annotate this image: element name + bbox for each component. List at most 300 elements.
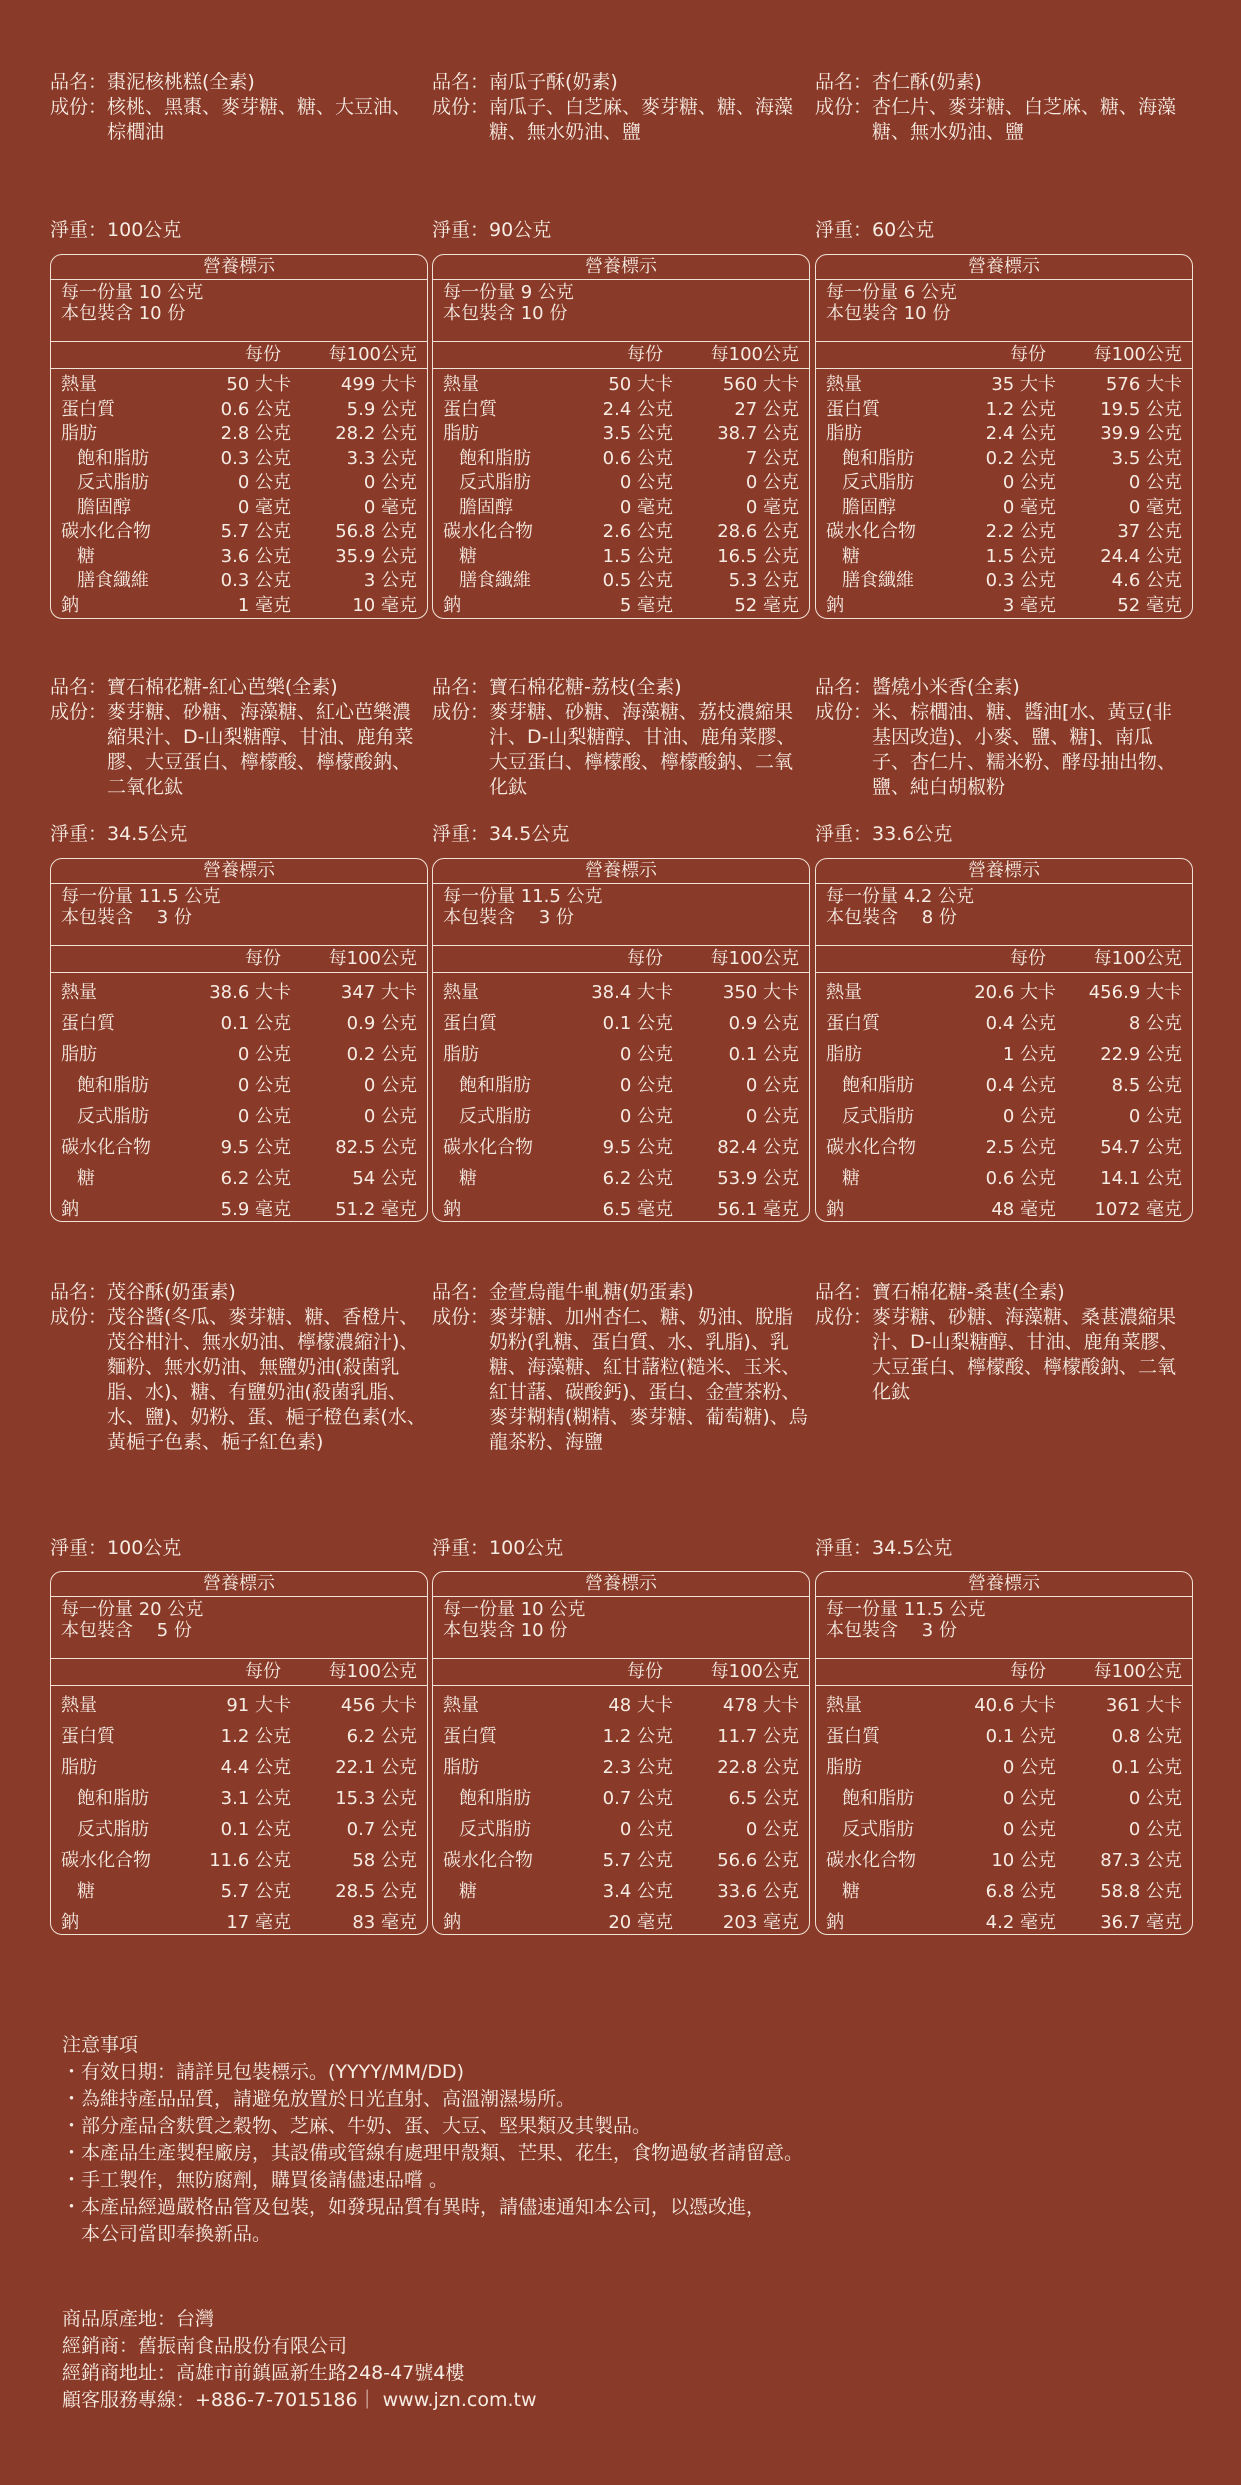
nutrient-per-100g: 350 大卡	[722, 982, 799, 1003]
nutrient-per-serving: 11.6 公克	[209, 1850, 291, 1871]
nutrient-name: 膳食纖維	[77, 570, 149, 591]
nutrient-name: 脂肪	[61, 423, 97, 444]
nutrition-facts-box	[50, 254, 428, 619]
nutrient-row	[443, 1845, 799, 1876]
nutrient-row	[826, 1070, 1182, 1101]
nutrient-row	[61, 1690, 417, 1721]
nutrient-per-100g: 0 公克	[745, 1819, 799, 1840]
ingredients-text: 麥芽糖、加州杏仁、糖、奶油、脫脂奶粉(乳糖、蛋白質、水、乳脂)、乳糖、海藻糖、紅甘藷粒(糙米、玉米、紅甘藷、碳酸鈣)、蛋白、金萱茶粉、麥芽糊精(糊精、麥芽糖、葡萄糖)、烏龍茶粉、海鹽	[489, 1306, 808, 1453]
nutrient-name: 熱量	[443, 374, 479, 395]
note-item: ・部分產品含麩質之穀物、芝麻、牛奶、蛋、大豆、堅果類及其製品。	[62, 2115, 652, 2137]
nutrient-per-serving: 10 公克	[991, 1850, 1056, 1871]
note-item: ・本產品生產製程廠房，其設備或管線有處理甲殼類、芒果、花生，食物過敏者請留意。	[62, 2142, 804, 2164]
nutrient-per-100g: 6.5 公克	[728, 1788, 799, 1809]
nutrient-per-100g: 27 公克	[734, 398, 799, 420]
nutrient-row	[61, 1070, 417, 1101]
nutrient-per-100g: 8.5 公克	[1111, 1075, 1182, 1096]
nutrient-name: 反式脂肪	[459, 472, 531, 493]
nutrient-name: 碳水化合物	[61, 1850, 151, 1871]
nutrient-per-serving: 5.9 毫克	[220, 1199, 291, 1220]
nutrient-per-serving: 0 公克	[1002, 1106, 1056, 1127]
per-serving-header: 每份	[1010, 344, 1046, 365]
nutrient-row	[443, 1039, 799, 1070]
nutrient-row	[443, 1194, 799, 1222]
net-weight-label: 淨重：	[815, 219, 873, 241]
servings-per-package: 本包裝含 10 份	[61, 303, 186, 324]
note-item: 本公司當即奉換新品。	[62, 2223, 272, 2245]
nutrient-per-serving: 40.6 大卡	[974, 1695, 1056, 1716]
nutrient-per-serving: 0.3 公克	[985, 570, 1056, 591]
nutrition-column-headers	[816, 946, 1192, 973]
nutrition-facts-box	[432, 858, 810, 1222]
nutrient-per-serving: 0 公克	[237, 472, 291, 493]
nutrient-name: 熱量	[826, 982, 862, 1003]
address-text: 經銷商地址：高雄市前鎮區新生路248-47號4樓	[62, 2362, 465, 2384]
nutrient-row	[443, 520, 799, 545]
nutrient-per-serving: 0.1 公克	[985, 1726, 1056, 1747]
product-name: 寶石棉花糖-荔枝(全素)	[489, 676, 682, 698]
ingredients-text: 麥芽糖、砂糖、海藻糖、紅心芭樂濃縮果汁、D-山梨糖醇、甘油、鹿角菜膠、大豆蛋白、檸檬酸、檸檬酸鈉、二氧化鈦	[107, 701, 414, 798]
nutrient-row	[61, 398, 417, 423]
product-name: 棗泥核桃糕(全素)	[107, 71, 255, 93]
nutrient-name: 膳食纖維	[842, 570, 914, 591]
nutrient-row	[443, 1783, 799, 1814]
product-name: 醬燒小米香(全素)	[872, 676, 1020, 698]
nutrient-name: 糖	[77, 1881, 95, 1902]
nutrient-row	[443, 1907, 799, 1935]
net-weight-value: 33.6公克	[872, 823, 953, 845]
nutrient-per-serving: 0 毫克	[1002, 496, 1056, 518]
nutrient-row	[443, 1814, 799, 1845]
net-weight-label: 淨重：	[50, 823, 108, 845]
ingredients-label: 成份：	[432, 701, 490, 723]
per-100g-header: 每100公克	[710, 344, 799, 365]
product-info	[432, 675, 812, 800]
nutrient-name: 脂肪	[443, 1044, 479, 1065]
nutrient-per-100g: 0 公克	[363, 1075, 417, 1096]
nutrient-name: 飽和脂肪	[77, 1075, 149, 1096]
nutrient-per-serving: 0 公克	[237, 1075, 291, 1096]
nutrient-per-100g: 0 公克	[363, 1106, 417, 1127]
nutrient-name: 鈉	[61, 1912, 79, 1933]
nutrient-row	[443, 447, 799, 472]
nutrient-row	[443, 471, 799, 496]
nutrient-per-100g: 7 公克	[745, 447, 799, 469]
nutrient-per-100g: 56.8 公克	[335, 521, 417, 542]
nutrition-rows	[433, 973, 809, 1222]
nutrient-per-serving: 0 公克	[237, 1044, 291, 1065]
nutrient-per-serving: 1.5 公克	[985, 545, 1056, 567]
nutrient-per-serving: 0.1 公克	[602, 1013, 673, 1034]
nutrition-rows	[816, 1686, 1192, 1935]
net-weight-label: 淨重：	[50, 1537, 108, 1559]
servings-per-package: 本包裝含 5 份	[61, 1620, 192, 1641]
per-100g-header: 每100公克	[710, 1661, 799, 1682]
nutrient-per-100g: 33.6 公克	[717, 1881, 799, 1902]
nutrient-per-serving: 0.6 公克	[602, 447, 673, 469]
nutrient-row	[443, 1132, 799, 1163]
nutrient-name: 脂肪	[61, 1757, 97, 1778]
nutrient-name: 蛋白質	[826, 1726, 880, 1747]
nutrient-per-serving: 0.6 公克	[220, 398, 291, 420]
nutrient-per-serving: 20.6 大卡	[974, 982, 1056, 1003]
nutrient-name: 膳食纖維	[459, 570, 531, 591]
nutrient-per-serving: 1 毫克	[237, 594, 291, 616]
nutrient-name: 膽固醇	[77, 496, 131, 518]
net-weight-value: 60公克	[872, 219, 935, 241]
ingredients-text: 核桃、黑棗、麥芽糖、糖、大豆油、棕櫚油	[107, 96, 412, 143]
servings-per-package: 本包裝含 3 份	[443, 907, 574, 928]
nutrient-row	[826, 1876, 1182, 1907]
nutrient-name: 糖	[77, 1168, 95, 1189]
nutrition-column-headers	[51, 342, 427, 369]
product-name-label: 品名：	[432, 676, 490, 698]
nutrient-per-100g: 0.9 公克	[346, 1013, 417, 1034]
nutrition-column-headers	[433, 1659, 809, 1686]
nutrient-row	[826, 1132, 1182, 1163]
note-item: ・為維持產品品質，請避免放置於日光直射、高溫潮濕場所。	[62, 2088, 576, 2110]
nutrition-facts-box	[432, 1571, 810, 1935]
nutrient-name: 膽固醇	[842, 496, 896, 518]
product-name: 金萱烏龍牛軋糖(奶蛋素)	[489, 1281, 694, 1303]
nutrient-name: 糖	[842, 1168, 860, 1189]
nutrient-name: 反式脂肪	[842, 1819, 914, 1840]
column-spacer	[816, 946, 976, 972]
per-serving-header: 每份	[245, 1661, 281, 1682]
nutrient-name: 糖	[77, 545, 95, 567]
nutrient-row	[826, 1721, 1182, 1752]
nutrient-per-serving: 20 毫克	[608, 1912, 673, 1933]
nutrient-per-serving: 0 公克	[619, 472, 673, 493]
nutrient-row	[61, 1814, 417, 1845]
nutrient-row	[443, 545, 799, 570]
nutrient-row	[826, 447, 1182, 472]
nutrient-name: 蛋白質	[443, 1726, 497, 1747]
ingredients-label: 成份：	[815, 96, 873, 118]
nutrition-facts-box	[815, 1571, 1193, 1935]
nutrient-per-serving: 2.2 公克	[985, 521, 1056, 542]
nutrient-per-100g: 14.1 公克	[1100, 1168, 1182, 1189]
nutrient-per-serving: 2.4 公克	[602, 398, 673, 420]
nutrient-row	[826, 1194, 1182, 1222]
serving-size: 每一份量 20 公克	[61, 1599, 204, 1620]
nutrient-row	[61, 1008, 417, 1039]
nutrient-row	[826, 594, 1182, 619]
customer-service-text: 顧客服務專線：+886-7-7015186｜ www.jzn.com.tw	[62, 2389, 537, 2411]
nutrient-per-100g: 82.4 公克	[717, 1137, 799, 1158]
nutrient-row	[443, 1721, 799, 1752]
column-spacer	[816, 1659, 976, 1685]
ingredients-text: 麥芽糖、砂糖、海藻糖、桑葚濃縮果汁、D-山梨糖醇、甘油、鹿角菜膠、大豆蛋白、檸檬酸、檸檬酸鈉、二氧化鈦	[872, 1306, 1179, 1403]
net-weight	[50, 822, 187, 846]
serving-info	[433, 1597, 809, 1659]
nutrient-row	[826, 977, 1182, 1008]
nutrient-row	[443, 1690, 799, 1721]
net-weight-value: 34.5公克	[489, 823, 570, 845]
nutrient-per-100g: 83 毫克	[352, 1912, 417, 1933]
per-serving-header: 每份	[627, 344, 663, 365]
nutrient-per-100g: 361 大卡	[1105, 1695, 1182, 1716]
servings-per-package: 本包裝含 10 份	[826, 303, 951, 324]
nutrient-row	[826, 1008, 1182, 1039]
nutrient-per-serving: 3.6 公克	[220, 545, 291, 567]
nutrient-per-100g: 22.8 公克	[717, 1757, 799, 1778]
nutrient-name: 脂肪	[826, 423, 862, 444]
nutrient-per-100g: 82.5 公克	[335, 1137, 417, 1158]
nutrient-per-serving: 5.7 公克	[602, 1850, 673, 1871]
per-serving-header: 每份	[627, 948, 663, 969]
net-weight-value: 34.5公克	[872, 1537, 953, 1559]
nutrient-per-serving: 5 毫克	[619, 594, 673, 616]
nutrient-per-serving: 0.1 公克	[220, 1013, 291, 1034]
servings-per-package: 本包裝含 10 份	[443, 1620, 568, 1641]
nutrient-per-serving: 2.4 公克	[985, 423, 1056, 444]
per-serving-header: 每份	[245, 948, 281, 969]
nutrient-row	[61, 545, 417, 570]
nutrient-per-serving: 0 公克	[237, 1106, 291, 1127]
nutrient-per-serving: 5.7 公克	[220, 521, 291, 542]
product-name-label: 品名：	[815, 1281, 873, 1303]
net-weight	[432, 218, 551, 242]
nutrient-per-serving: 1.5 公克	[602, 545, 673, 567]
serving-info	[816, 1597, 1192, 1659]
serving-size: 每一份量 6 公克	[826, 282, 957, 303]
nutrient-name: 飽和脂肪	[842, 1075, 914, 1096]
per-serving-header: 每份	[627, 1661, 663, 1682]
nutrient-name: 飽和脂肪	[459, 1075, 531, 1096]
nutrient-per-serving: 6.2 公克	[602, 1168, 673, 1189]
nutrient-row	[826, 1752, 1182, 1783]
ingredients-text: 南瓜子、白芝麻、麥芽糖、糖、海藻糖、無水奶油、鹽	[489, 96, 794, 143]
nutrient-row	[443, 496, 799, 521]
nutrition-column-headers	[816, 342, 1192, 369]
nutrition-title: 營養標示	[433, 1572, 809, 1597]
nutrient-name: 糖	[842, 1881, 860, 1902]
nutrient-row	[826, 373, 1182, 398]
nutrient-name: 熱量	[61, 374, 97, 395]
nutrient-per-serving: 2.8 公克	[220, 423, 291, 444]
product-name-label: 品名：	[432, 1281, 490, 1303]
nutrient-per-100g: 0 毫克	[1128, 496, 1182, 518]
net-weight-label: 淨重：	[815, 1537, 873, 1559]
nutrition-facts-box	[815, 254, 1193, 619]
nutrient-row	[826, 471, 1182, 496]
nutrient-per-serving: 2.3 公克	[602, 1757, 673, 1778]
nutrient-per-serving: 35 大卡	[991, 374, 1056, 395]
nutrient-per-100g: 8 公克	[1128, 1013, 1182, 1034]
per-100g-header: 每100公克	[710, 948, 799, 969]
nutrient-name: 蛋白質	[61, 1013, 115, 1034]
nutrient-per-serving: 6.8 公克	[985, 1881, 1056, 1902]
nutrient-name: 鈉	[61, 594, 79, 616]
serving-size: 每一份量 11.5 公克	[826, 1599, 986, 1620]
nutrition-title: 營養標示	[816, 255, 1192, 280]
nutrient-per-serving: 0 公克	[1002, 1757, 1056, 1778]
nutrient-per-100g: 56.6 公克	[717, 1850, 799, 1871]
ingredients-row	[50, 1305, 430, 1455]
nutrient-per-serving: 9.5 公克	[602, 1137, 673, 1158]
net-weight-value: 34.5公克	[107, 823, 188, 845]
nutrient-row	[61, 1039, 417, 1070]
nutrient-per-100g: 560 大卡	[722, 374, 799, 395]
footer-section	[62, 2306, 1162, 2414]
column-spacer	[51, 1659, 211, 1685]
nutrition-column-headers	[433, 946, 809, 973]
nutrient-per-100g: 0.7 公克	[346, 1819, 417, 1840]
column-spacer	[816, 342, 976, 368]
nutrient-name: 脂肪	[826, 1044, 862, 1065]
product-name-row	[50, 1280, 430, 1305]
nutrient-name: 飽和脂肪	[459, 447, 531, 469]
nutrient-name: 碳水化合物	[443, 1137, 533, 1158]
nutrient-per-serving: 9.5 公克	[220, 1137, 291, 1158]
nutrient-per-serving: 0 公克	[1002, 1819, 1056, 1840]
nutrient-name: 脂肪	[443, 423, 479, 444]
nutrient-name: 鈉	[443, 1199, 461, 1220]
nutrient-row	[443, 1008, 799, 1039]
nutrient-per-serving: 38.4 大卡	[591, 982, 673, 1003]
nutrient-per-serving: 2.5 公克	[985, 1137, 1056, 1158]
nutrient-per-100g: 5.9 公克	[346, 398, 417, 420]
nutrition-rows	[51, 1686, 427, 1935]
nutrient-name: 碳水化合物	[61, 1137, 151, 1158]
servings-per-package: 本包裝含 3 份	[61, 907, 192, 928]
nutrient-row	[61, 1876, 417, 1907]
nutrient-name: 反式脂肪	[459, 1106, 531, 1127]
nutrient-per-100g: 3.5 公克	[1111, 447, 1182, 469]
product-name-label: 品名：	[432, 71, 490, 93]
column-spacer	[433, 342, 593, 368]
product-name: 南瓜子酥(奶素)	[489, 71, 618, 93]
nutrient-per-serving: 0.4 公克	[985, 1075, 1056, 1096]
ingredients-row	[432, 95, 812, 145]
nutrient-name: 反式脂肪	[842, 1106, 914, 1127]
nutrient-row	[61, 1132, 417, 1163]
nutrient-per-serving: 0 公克	[1002, 1788, 1056, 1809]
serving-info	[51, 280, 427, 342]
nutrient-row	[61, 1721, 417, 1752]
nutrient-row	[61, 520, 417, 545]
nutrient-per-serving: 4.2 毫克	[985, 1912, 1056, 1933]
nutrient-row	[826, 1783, 1182, 1814]
ingredients-row	[815, 700, 1187, 800]
distributor-text: 經銷商：舊振南食品股份有限公司	[62, 2335, 348, 2357]
nutrient-per-100g: 0.8 公克	[1111, 1726, 1182, 1747]
nutrient-per-100g: 456.9 大卡	[1088, 982, 1182, 1003]
nutrient-per-100g: 0 公克	[363, 472, 417, 493]
nutrient-per-100g: 499 大卡	[340, 374, 417, 395]
nutrient-per-100g: 0 公克	[745, 1075, 799, 1096]
net-weight	[815, 822, 952, 846]
nutrient-per-100g: 19.5 公克	[1100, 398, 1182, 420]
serving-size: 每一份量 10 公克	[443, 1599, 586, 1620]
serving-info	[433, 884, 809, 946]
note-item: ・有效日期：請詳見包裝標示。(YYYY/MM/DD)	[62, 2061, 465, 2083]
nutrient-row	[443, 1163, 799, 1194]
per-100g-header: 每100公克	[328, 1661, 417, 1682]
nutrition-title: 營養標示	[51, 859, 427, 884]
nutrient-per-100g: 52 毫克	[1117, 594, 1182, 616]
ingredients-label: 成份：	[50, 701, 108, 723]
product-name: 寶石棉花糖-紅心芭樂(全素)	[107, 676, 338, 698]
nutrient-per-serving: 0.6 公克	[985, 1168, 1056, 1189]
ingredients-row	[815, 95, 1187, 145]
nutrient-per-100g: 0 毫克	[363, 496, 417, 518]
nutrient-per-100g: 87.3 公克	[1100, 1850, 1182, 1871]
serving-size: 每一份量 9 公克	[443, 282, 574, 303]
nutrient-per-100g: 28.6 公克	[717, 521, 799, 542]
nutrition-facts-box	[50, 1571, 428, 1935]
product-name-label: 品名：	[50, 71, 108, 93]
nutrient-row	[443, 594, 799, 619]
product-name-label: 品名：	[50, 676, 108, 698]
nutrient-name: 鈉	[443, 1912, 461, 1933]
nutrient-per-serving: 0.3 公克	[220, 570, 291, 591]
nutrient-per-100g: 576 大卡	[1105, 374, 1182, 395]
nutrient-per-serving: 0 毫克	[619, 496, 673, 518]
nutrient-name: 碳水化合物	[61, 521, 151, 542]
nutrient-row	[826, 569, 1182, 594]
nutrient-per-serving: 17 毫克	[226, 1912, 291, 1933]
nutrient-per-100g: 22.9 公克	[1100, 1044, 1182, 1065]
product-info	[50, 675, 430, 800]
product-info	[815, 1280, 1187, 1405]
nutrient-row	[826, 1163, 1182, 1194]
nutrient-row	[443, 398, 799, 423]
nutrient-name: 飽和脂肪	[77, 1788, 149, 1809]
nutrient-per-100g: 0 公克	[1128, 472, 1182, 493]
nutrient-row	[826, 1845, 1182, 1876]
nutrient-row	[826, 545, 1182, 570]
nutrient-name: 鈉	[61, 1199, 79, 1220]
nutrient-per-serving: 2.6 公克	[602, 521, 673, 542]
nutrient-row	[61, 1845, 417, 1876]
nutrient-name: 鈉	[826, 594, 844, 616]
net-weight	[815, 218, 934, 242]
nutrient-row	[443, 977, 799, 1008]
nutrient-name: 熱量	[443, 1695, 479, 1716]
nutrient-row	[443, 373, 799, 398]
ingredients-label: 成份：	[50, 1306, 108, 1328]
net-weight-value: 90公克	[489, 219, 552, 241]
nutrient-per-100g: 24.4 公克	[1100, 545, 1182, 567]
nutrient-per-serving: 5.7 公克	[220, 1881, 291, 1902]
servings-per-package: 本包裝含 3 份	[826, 1620, 957, 1641]
nutrient-per-serving: 0.5 公克	[602, 570, 673, 591]
nutrient-per-100g: 52 毫克	[734, 594, 799, 616]
net-weight	[50, 218, 181, 242]
nutrient-row	[61, 569, 417, 594]
nutrient-per-serving: 4.4 公克	[220, 1757, 291, 1778]
product-info	[815, 675, 1187, 800]
column-spacer	[433, 1659, 593, 1685]
nutrient-per-serving: 3.1 公克	[220, 1788, 291, 1809]
product-info	[815, 70, 1187, 145]
nutrient-row	[826, 1814, 1182, 1845]
nutrient-name: 熱量	[443, 982, 479, 1003]
ingredients-row	[50, 700, 430, 800]
nutrient-per-100g: 0 公克	[745, 472, 799, 493]
nutrient-per-serving: 1 公克	[1002, 1044, 1056, 1065]
nutrition-facts-box	[815, 858, 1193, 1222]
nutrient-per-100g: 38.7 公克	[717, 423, 799, 444]
per-100g-header: 每100公克	[1093, 948, 1182, 969]
nutrient-per-serving: 3.5 公克	[602, 423, 673, 444]
serving-size: 每一份量 4.2 公克	[826, 886, 975, 907]
product-name-label: 品名：	[815, 676, 873, 698]
nutrition-rows	[816, 369, 1192, 618]
nutrient-row	[826, 422, 1182, 447]
